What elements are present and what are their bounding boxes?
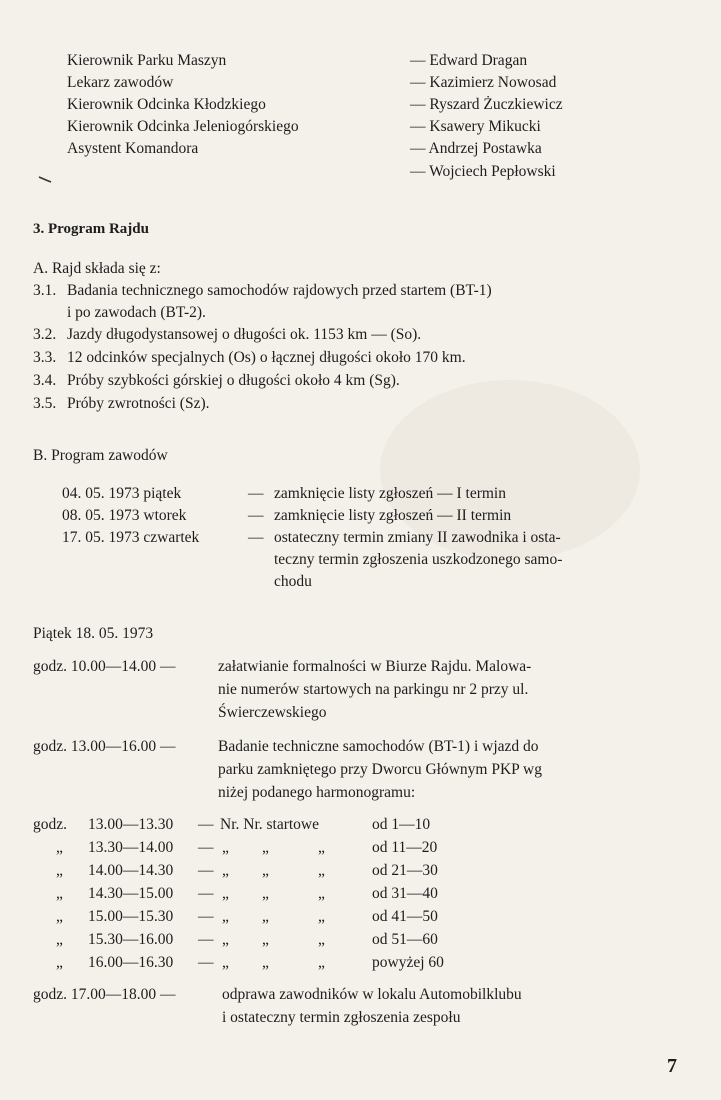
schedule-dash: — (248, 485, 264, 502)
timetable-range: od 51—60 (372, 931, 438, 948)
timetable-time: 13.30—14.00 (88, 839, 174, 856)
timetable-label: Nr. Nr. startowe (220, 816, 320, 833)
section-heading: 3. Program Rajdu (33, 221, 149, 237)
ditto-mark: „ (318, 908, 325, 925)
timetable-dash: — (198, 885, 214, 902)
official-role: Lekarz zawodów (67, 74, 174, 91)
ditto-mark: „ (222, 862, 229, 879)
event-text: i ostateczny termin zgłoszenia zespołu (222, 1009, 461, 1026)
event-text: niżej podanego harmonogramu: (218, 784, 416, 801)
event-text: Badanie techniczne samochodów (BT-1) i wjazd do (218, 738, 539, 755)
event-text: załatwianie formalności w Biurze Rajdu. Malowa- (218, 658, 532, 675)
event-text: odprawa zawodników w lokalu Automobilklubu (222, 986, 522, 1003)
timetable-range: od 11—20 (372, 839, 438, 856)
official-role: Kierownik Odcinka Kłodzkiego (67, 96, 266, 113)
ditto-mark: „ (56, 885, 63, 902)
schedule-text: zamknięcie listy zgłoszeń — I termin (274, 485, 506, 502)
schedule-dash: — (248, 529, 264, 546)
schedule-text: zamknięcie listy zgłoszeń — II termin (274, 507, 512, 524)
timetable-time: 15.00—15.30 (88, 908, 174, 925)
ditto-mark: „ (318, 931, 325, 948)
ditto-mark: „ (56, 954, 63, 971)
item-text: i po zawodach (BT-2). (67, 304, 206, 321)
timetable-range: powyżej 60 (372, 954, 444, 971)
item-text: Jazdy długodystansowej o długości ok. 1153 km — (So). (67, 326, 422, 343)
event-time: godz. 13.00—16.00 — (33, 738, 176, 755)
ditto-mark: „ (262, 862, 269, 879)
item-text: Badania technicznego samochodów rajdowych przed startem (BT-1) (67, 282, 492, 299)
event-text: parku zamkniętego przy Dworcu Głównym PKP wg (218, 761, 543, 778)
ditto-mark: „ (56, 908, 63, 925)
ditto-mark: „ (222, 839, 229, 856)
official-person: — Ryszard Żuczkiewicz (410, 96, 563, 113)
item-number: 3.1. (33, 282, 57, 299)
ditto-mark: „ (56, 862, 63, 879)
official-person: — Ksawery Mikucki (410, 118, 541, 135)
ditto-mark: „ (262, 954, 269, 971)
timetable-range: od 21—30 (372, 862, 438, 879)
event-text: nie numerów startowych na parkingu nr 2 przy ul. (218, 681, 529, 698)
page-number: 7 (667, 1055, 677, 1077)
subsection-a-intro: A. Rajd składa się z: (33, 260, 161, 277)
timetable-time: 16.00—16.30 (88, 954, 174, 971)
item-number: 3.3. (33, 349, 57, 366)
item-text: Próby szybkości górskiej o długości około 4 km (Sg). (67, 372, 400, 389)
item-number: 3.4. (33, 372, 57, 389)
schedule-date: 04. 05. 1973 piątek (62, 485, 182, 502)
schedule-dash: — (248, 507, 264, 524)
item-text: Próby zwrotności (Sz). (67, 395, 210, 412)
ditto-mark: „ (262, 885, 269, 902)
ditto-mark: „ (222, 954, 229, 971)
schedule-text: ostateczny termin zmiany II zawodnika i osta- (274, 529, 561, 546)
timetable-dash: — (198, 908, 214, 925)
official-role: Kierownik Parku Maszyn (67, 52, 227, 69)
timetable-dash: — (198, 839, 214, 856)
timetable-dash: — (198, 816, 214, 833)
event-text: Świerczewskiego (218, 704, 327, 721)
ditto-mark: „ (318, 954, 325, 971)
ditto-mark: „ (262, 839, 269, 856)
timetable-time: 14.30—15.00 (88, 885, 174, 902)
timetable-time: 13.00—13.30 (88, 816, 174, 833)
item-text: 12 odcinków specjalnych (Os) o łącznej długości około 170 km. (67, 349, 466, 366)
ditto-mark: „ (222, 931, 229, 948)
timetable-dash: — (198, 954, 214, 971)
timetable-time: 15.30—16.00 (88, 931, 174, 948)
ditto-mark: „ (262, 908, 269, 925)
schedule-date: 08. 05. 1973 wtorek (62, 507, 187, 524)
timetable-dash: — (198, 931, 214, 948)
timetable-range: od 1—10 (372, 816, 431, 833)
official-role: Asystent Komandora (67, 140, 199, 157)
official-person: — Wojciech Pepłowski (410, 163, 556, 180)
official-role: Kierownik Odcinka Jeleniogórskiego (67, 118, 299, 135)
ditto-mark: „ (56, 931, 63, 948)
ditto-mark: „ (318, 862, 325, 879)
ditto-mark: „ (222, 908, 229, 925)
ditto-mark: „ (222, 885, 229, 902)
ditto-mark: „ (56, 839, 63, 856)
timetable-dash: — (198, 862, 214, 879)
event-time: godz. 10.00—14.00 — (33, 658, 176, 675)
official-person: — Edward Dragan (410, 52, 528, 69)
subsection-b-intro: B. Program zawodów (33, 447, 168, 464)
timetable-range: od 41—50 (372, 908, 438, 925)
schedule-text: chodu (274, 573, 312, 590)
timetable-time: 14.00—14.30 (88, 862, 174, 879)
schedule-text: teczny termin zgłoszenia uszkodzonego samo- (274, 551, 563, 568)
official-person: — Kazimierz Nowosad (410, 74, 557, 91)
schedule-date: 17. 05. 1973 czwartek (62, 529, 200, 546)
ink-mark-icon (38, 175, 52, 183)
item-number: 3.5. (33, 395, 57, 412)
ditto-mark: „ (318, 839, 325, 856)
day-heading: Piątek 18. 05. 1973 (33, 625, 154, 642)
timetable-range: od 31—40 (372, 885, 438, 902)
event-time: godz. 17.00—18.00 — (33, 986, 176, 1003)
ditto-mark: „ (318, 885, 325, 902)
ditto-mark: „ (262, 931, 269, 948)
item-number: 3.2. (33, 326, 57, 343)
official-person: — Andrzej Postawka (410, 140, 542, 157)
timetable-prefix: godz. (33, 816, 68, 833)
